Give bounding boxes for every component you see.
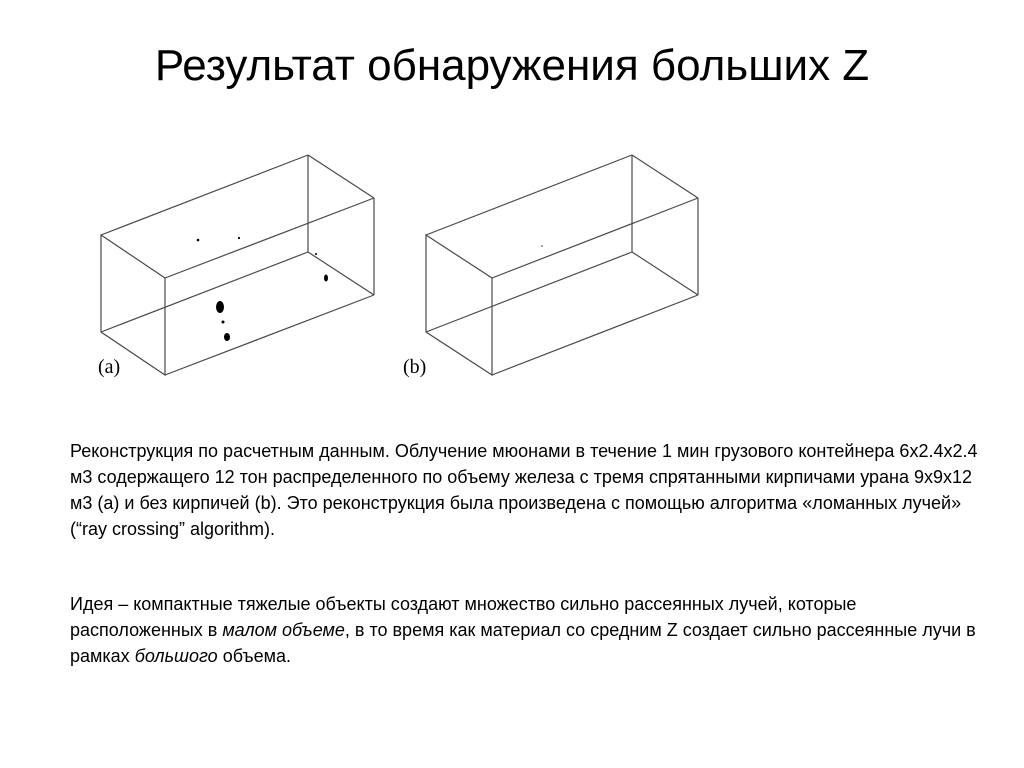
idea-text-1: Идея – компактные тяжелые объекты создают множество сильно рассеянных лучей, которые расположенных в [70,594,857,640]
detection-speck [238,237,240,239]
reconstruction-figure [90,150,730,385]
panel-a [101,155,374,375]
idea-emphasis-small-volume: малом объеме [222,620,345,640]
slide-title: Результат обнаружения больших Z [154,41,870,90]
panel-b-front-face [426,235,492,375]
detection-speck [197,239,200,242]
panel-a-label: (a) [98,356,121,378]
detection-blob [216,301,224,313]
panel-a-edge [165,295,374,375]
panel-b-edge [492,295,698,375]
idea-emphasis-large: большого [134,646,218,666]
panel-b-edge [426,155,632,235]
panel-b-edge [632,252,698,295]
panel-b-detections [541,245,543,247]
panel-a-edge [308,252,374,295]
detection-blob [324,275,328,282]
panel-b [426,155,698,375]
detection-blob [224,333,230,341]
panel-a-front-face [101,235,165,375]
detection-blob [222,321,225,324]
panel-b-label: (b) [403,356,427,378]
panel-a-edge [165,198,374,278]
panel-b-edge [632,155,698,198]
reconstruction-figure-svg [90,150,730,385]
detection-speck [541,245,543,247]
panel-a-edge [101,155,308,235]
figure-caption: Реконструкция по расчетным данным. Облучение мюонами в течение 1 мин грузового контейнера 6x2.4x2.4 м3 содержащего 12 тон распределенного по объему железа с тремя спрятанными кирпичами урана 9x9x12 м3 (a) и без кирпичей (b). Это реконструкция была произведена с помощью алгоритма «ломанных лучей» (“ray crossing” algorithm). [70,441,978,539]
idea-paragraph [70,591,980,669]
idea-text-2: , в то время как материал со средним Z создает сильно рассеянные лучи в рамках [70,620,976,666]
idea-text-3: объема. [217,646,292,666]
detection-speck [315,253,317,255]
panel-a-edge [308,155,374,198]
panel-a-edge [101,252,308,332]
